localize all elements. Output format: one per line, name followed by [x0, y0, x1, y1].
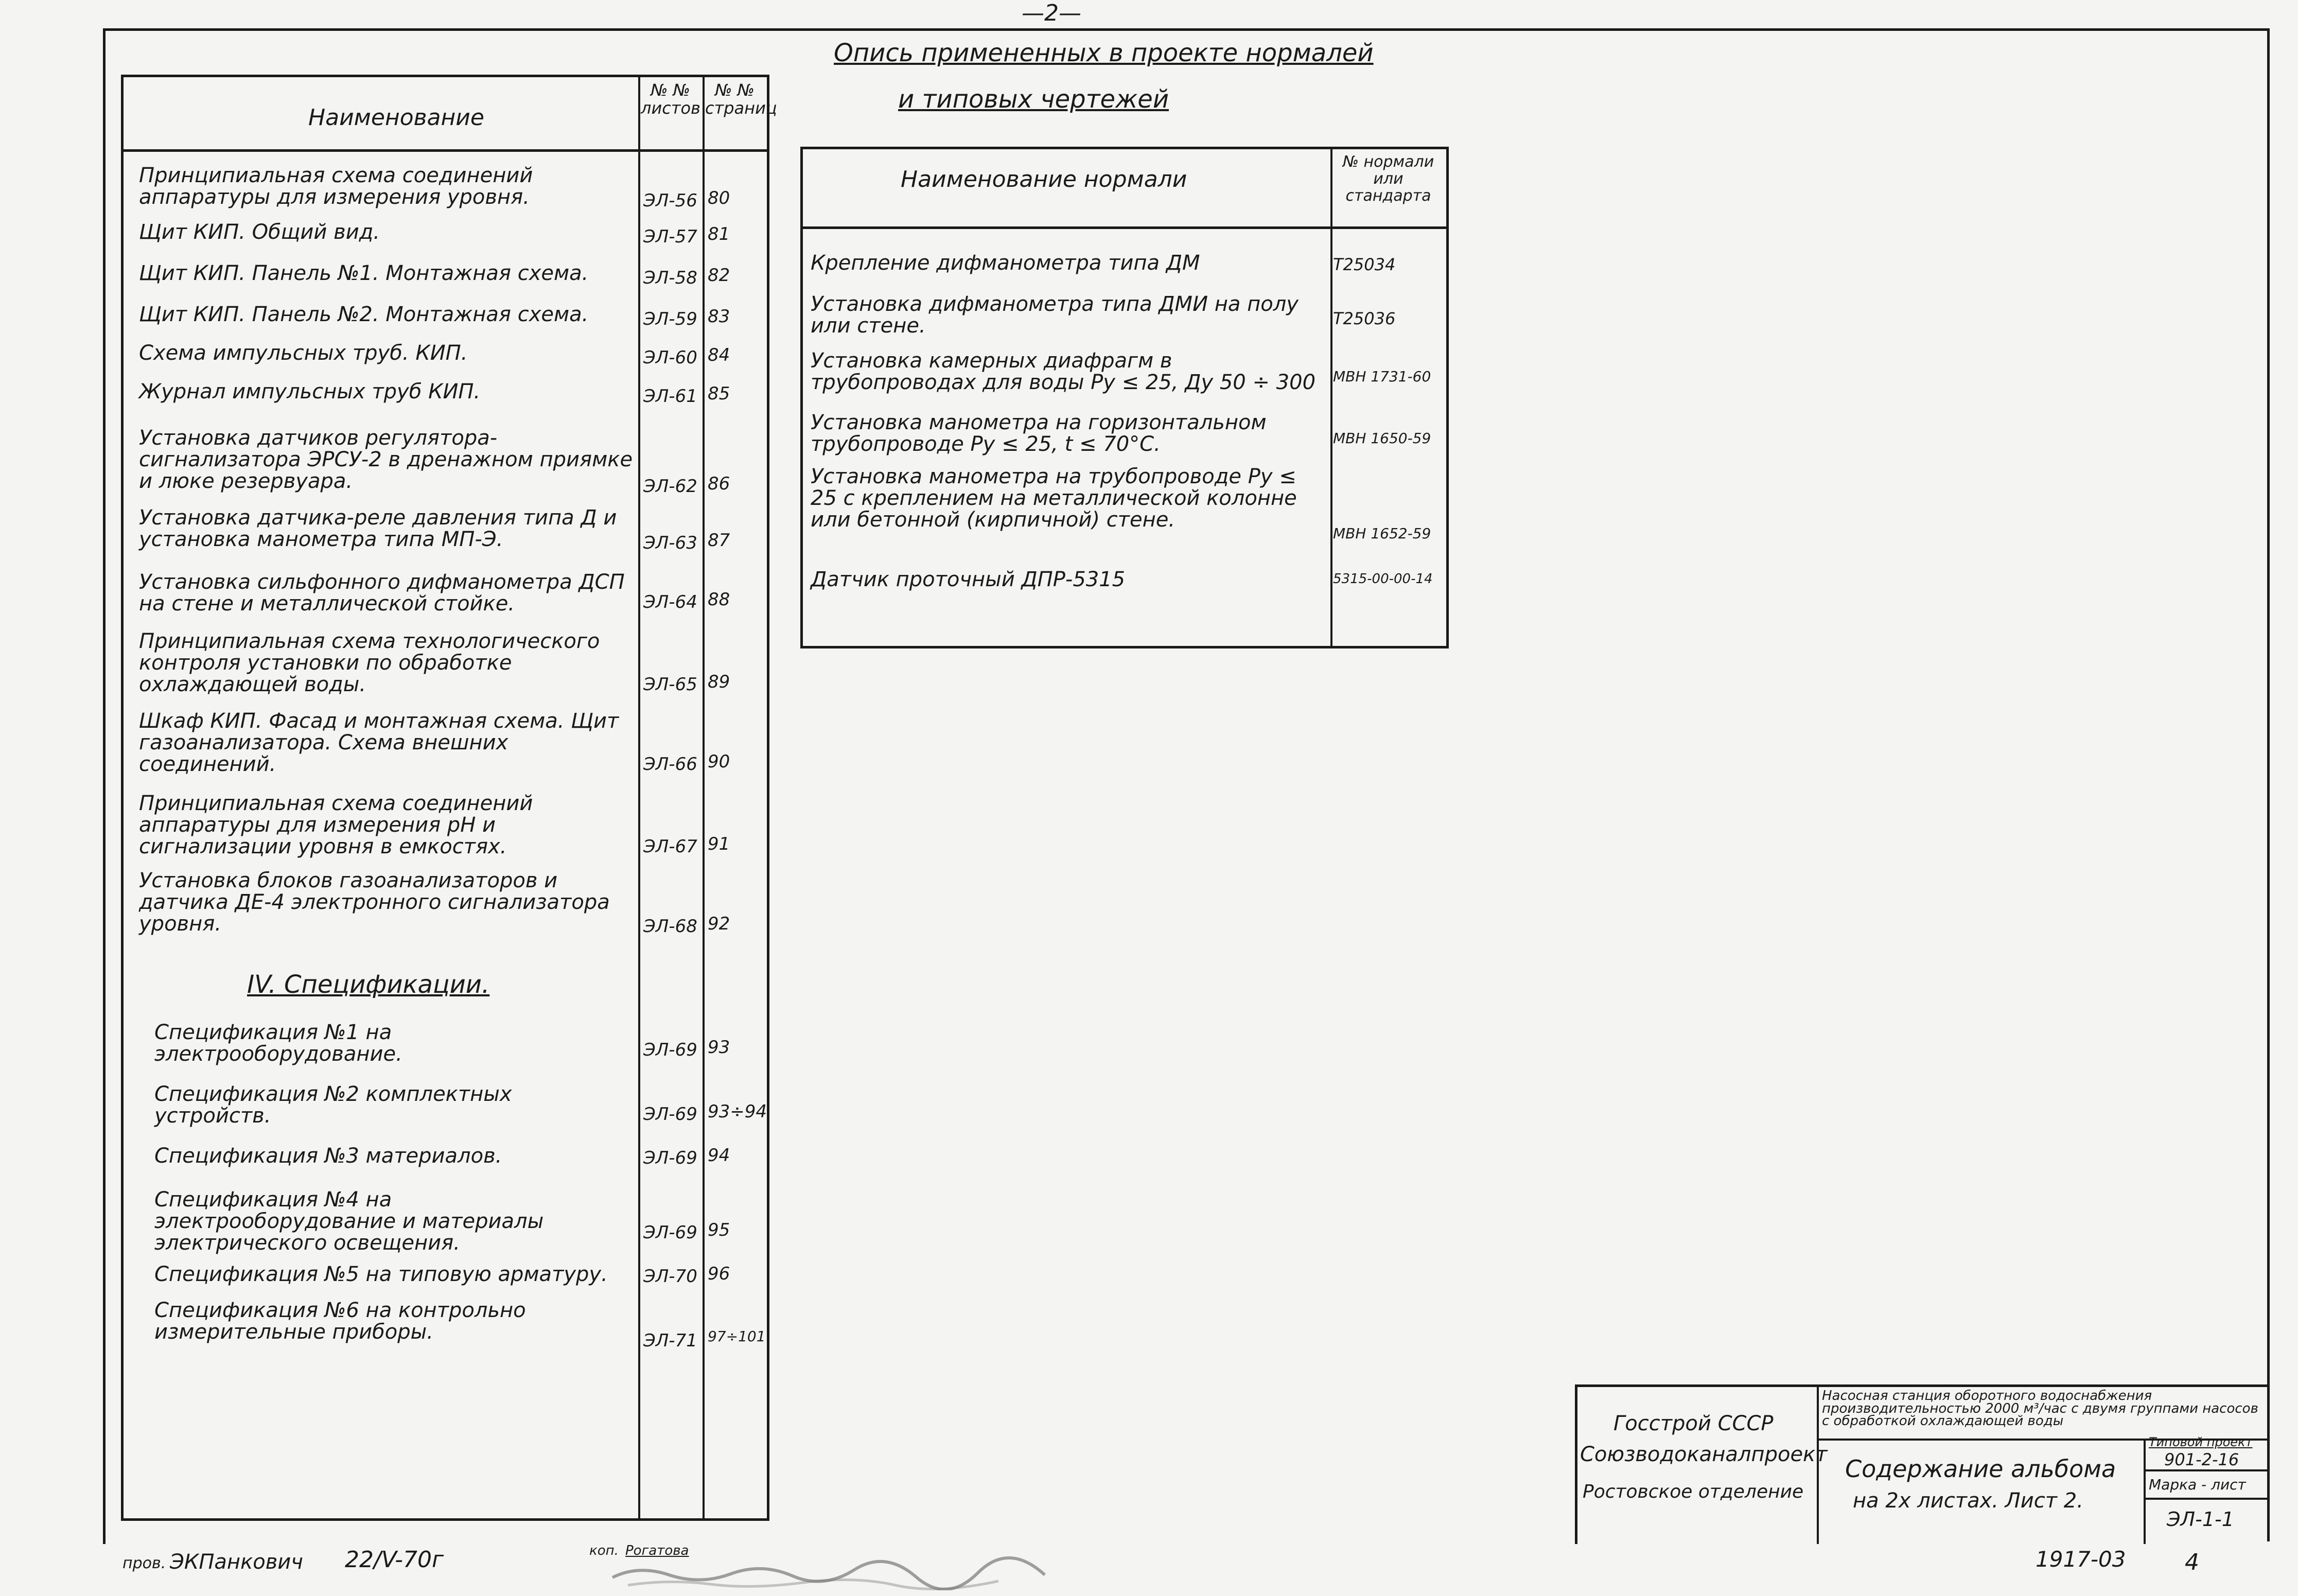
row-page: 83 [708, 306, 730, 327]
date: 22/V-70г [345, 1547, 444, 1573]
row-name: Установка сильфонного дифманометра ДСП на стене и металлической стойке. [139, 570, 625, 616]
checked-signature: ЭКПанкович [170, 1550, 303, 1574]
contents-table [121, 75, 777, 1521]
row-name: Спецификация №5 на типовую арматуру. [154, 1262, 608, 1286]
row-code: Т25034 [1333, 255, 1396, 274]
page-number: —2— [1022, 0, 1081, 26]
row-sheet: ЭЛ-69 [643, 1222, 697, 1243]
row-name: Установка манометра на трубопроводе Ру ≤ 25 с креплением на металлической колонне или бетонной (кирпичной) стене. [811, 465, 1297, 532]
row-code: МВН 1731-60 [1333, 368, 1431, 385]
row-sheet: ЭЛ-60 [643, 347, 697, 368]
row-sheet: ЭЛ-71 [643, 1330, 697, 1351]
row-sheet: ЭЛ-61 [643, 386, 697, 407]
archive-number: 1917-03 [2036, 1547, 2126, 1572]
row-page: 90 [708, 751, 730, 772]
row-code: МВН 1650-59 [1333, 430, 1431, 447]
header-code: № нормали или стандарта [1342, 153, 1434, 205]
org-soyuzvodokanalproekt: Союзводоканалпроект [1580, 1443, 1828, 1466]
row-name: Установка датчика-реле давления типа Д и установка манометра типа МП-Э. [139, 506, 617, 551]
row-sheet: ЭЛ-59 [643, 309, 697, 329]
row-name: Щит КИП. Панель №2. Монтажная схема. [139, 303, 589, 326]
row-page: 86 [708, 473, 730, 494]
row-name: Установка датчиков регулятора-сигнализатора ЭРСУ-2 в дренажном приямке и люке резервуара. [139, 426, 633, 493]
column-divider [703, 77, 705, 1518]
row-name: Спецификация №4 на электрооборудование и материалы электрического освещения. [154, 1188, 544, 1255]
doc-title: Содержание альбома [1845, 1455, 2116, 1483]
row-page: 91 [708, 834, 730, 854]
row-name: Шкаф КИП. Фасад и монтажная схема. Щит газоанализатора. Схема внешних соединений. [139, 709, 619, 776]
mark-sheet-value: ЭЛ-1-1 [2167, 1508, 2234, 1531]
row-page: 89 [708, 672, 730, 692]
copied-label: коп. [589, 1543, 619, 1558]
row-name: Установка манометра на горизонтальном трубопроводе Ру ≤ 25, t ≤ 70°С. [811, 411, 1267, 456]
project-description: Насосная станция оборотного водоснабжения производительностью 2000 м³/час с двумя группами насосов с обработкой охлаждающей воды [1822, 1388, 2258, 1429]
row-code: МВН 1652-59 [1333, 525, 1431, 542]
row-page: 94 [708, 1145, 730, 1166]
row-name: Схема импульсных труб. КИП. [139, 341, 468, 365]
doc-subtitle: на 2х листах. Лист 2. [1853, 1489, 2083, 1513]
row-sheet: ЭЛ-64 [643, 592, 697, 612]
row-page: 80 [708, 188, 730, 208]
row-page: 93 [708, 1037, 730, 1058]
row-sheet: ЭЛ-56 [643, 190, 697, 211]
row-page: 84 [708, 345, 730, 365]
org-gosstroy: Госстрой СССР [1613, 1412, 1774, 1435]
row-name: Щит КИП. Панель №1. Монтажная схема. [139, 261, 589, 285]
row-sheet: ЭЛ-70 [643, 1266, 697, 1287]
row-name: Принципиальная схема соединений аппаратуры для измерения уровня. [139, 164, 533, 209]
row-page: 93÷94 [708, 1101, 767, 1122]
row-name: Спецификация №1 на электрооборудование. [154, 1021, 402, 1066]
page-frame-right [2267, 28, 2270, 1541]
sheet-number: 4 [2185, 1549, 2199, 1575]
header-pages: № № страниц [705, 80, 777, 118]
row-name: Спецификация №3 материалов. [154, 1144, 502, 1168]
row-sheet: ЭЛ-68 [643, 916, 697, 937]
typical-project-label: Типовой проект [2149, 1435, 2253, 1449]
row-page: 97÷101 [708, 1328, 766, 1345]
section-heading: IV. Спецификации. [247, 970, 490, 999]
row-page: 96 [708, 1264, 730, 1284]
row-page: 82 [708, 265, 730, 286]
row-sheet: ЭЛ-66 [643, 754, 697, 775]
stamp-divider [2144, 1469, 2270, 1471]
row-sheet: ЭЛ-69 [643, 1104, 697, 1125]
row-sheet: ЭЛ-58 [643, 268, 697, 288]
row-page: 92 [708, 914, 730, 934]
row-name: Установка дифманометра типа ДМИ на полу или стене. [811, 292, 1299, 338]
stamp-divider [2144, 1439, 2146, 1544]
row-code: Т25036 [1333, 309, 1396, 328]
title-block [1575, 1384, 2270, 1544]
header-sheets: № № листов [641, 80, 700, 118]
row-sheet: ЭЛ-63 [643, 533, 697, 553]
row-page: 88 [708, 589, 730, 610]
stamp-divider [2144, 1498, 2270, 1500]
row-code: 5315-00-00-14 [1333, 571, 1433, 587]
row-sheet: ЭЛ-69 [643, 1148, 697, 1168]
row-sheet: ЭЛ-65 [643, 674, 697, 695]
row-name: Установка камерных диафрагм в трубопроводах для воды Ру ≤ 25, Ду 50 ÷ 300 [811, 349, 1316, 394]
header-divider [803, 226, 1446, 229]
list-title-line2: и типовых чертежей [898, 85, 1169, 114]
row-name: Принципиальная схема технологического контроля установки по обработке охлаждающей воды. [139, 629, 600, 696]
row-sheet: ЭЛ-67 [643, 836, 697, 857]
header-name: Наименование нормали [901, 166, 1187, 192]
stamp-smudge [607, 1554, 1050, 1590]
row-name: Принципиальная схема соединений аппаратуры для измерения рН и сигнализации уровня в емкостях. [139, 792, 533, 858]
checked-label: пров. [122, 1554, 166, 1572]
row-sheet: ЭЛ-57 [643, 226, 697, 247]
copied-name: Рогатова [625, 1543, 689, 1558]
column-divider [1330, 149, 1332, 646]
row-name: Спецификация №6 на контрольно измерительные приборы. [154, 1299, 526, 1344]
row-sheet: ЭЛ-69 [643, 1040, 697, 1060]
row-name: Щит КИП. Общий вид. [139, 220, 380, 244]
row-page: 85 [708, 383, 730, 404]
org-rostov-branch: Ростовское отделение [1583, 1481, 1804, 1502]
mark-sheet-label: Марка - лист [2149, 1476, 2246, 1493]
row-page: 81 [708, 224, 730, 244]
header-divider [124, 149, 767, 152]
row-name: Крепление дифманометра типа ДМ [811, 251, 1200, 275]
column-divider [638, 77, 640, 1518]
row-name: Журнал импульсных труб КИП. [139, 380, 481, 404]
row-page: 87 [708, 530, 730, 551]
row-name: Установка блоков газоанализаторов и датчика ДЕ-4 электронного сигнализатора уровня. [139, 869, 610, 936]
row-sheet: ЭЛ-62 [643, 476, 697, 497]
list-title-line1: Опись примененных в проекте нормалей [834, 39, 1374, 67]
header-name: Наименование [308, 104, 484, 131]
typical-project-value: 901-2-16 [2164, 1450, 2239, 1469]
row-name: Датчик проточный ДПР-5315 [811, 568, 1126, 591]
row-name: Спецификация №2 комплектных устройств. [154, 1082, 512, 1128]
standards-table [800, 147, 1449, 648]
row-page: 95 [708, 1220, 730, 1240]
